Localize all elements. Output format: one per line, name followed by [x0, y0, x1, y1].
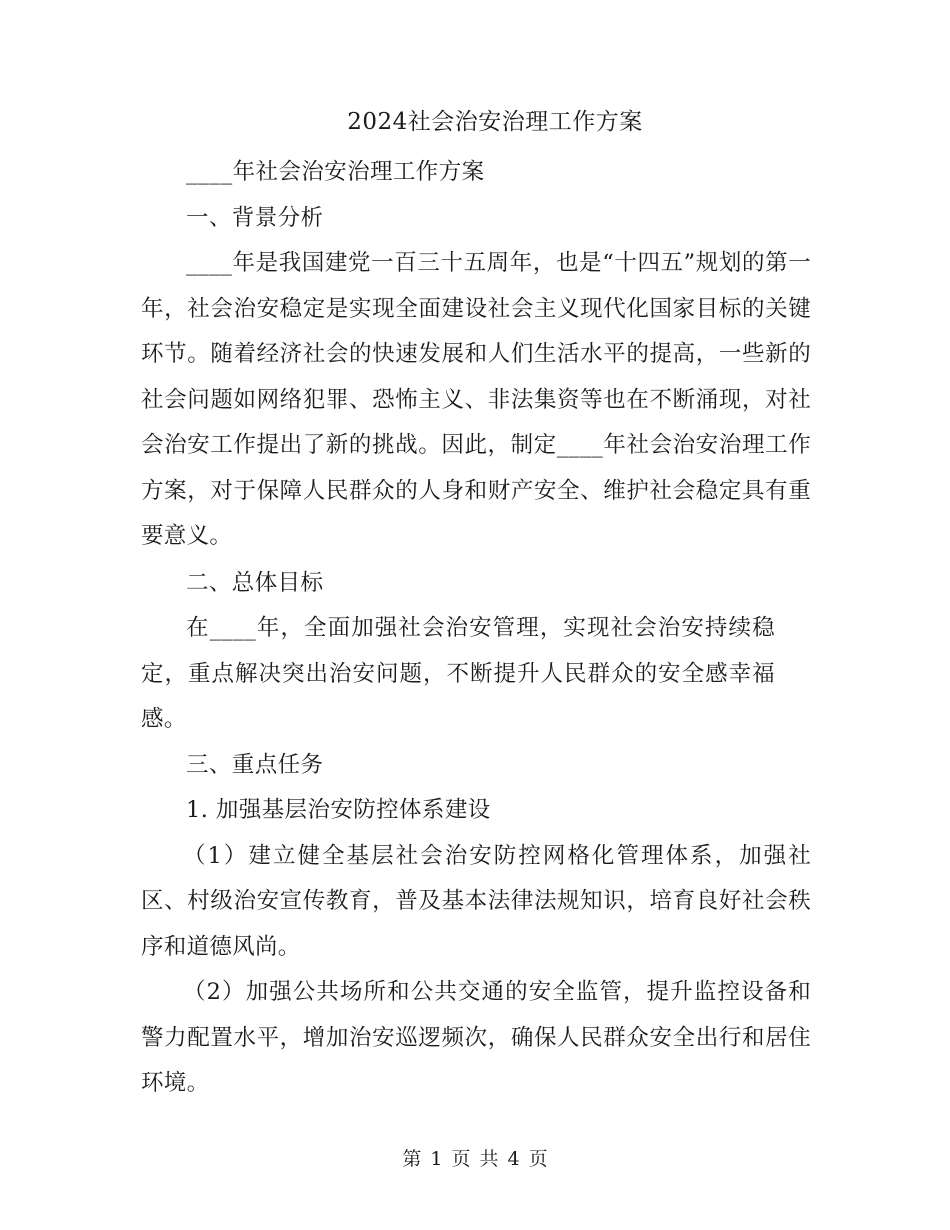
section-heading-background: 一、背景分析: [186, 204, 324, 231]
paragraph-goals: 在____年，全面加强社会治安管理，实现社会治安持续稳定，重点解决突出治安问题，不断提升人民群众的安全感幸福感。: [141, 615, 775, 732]
page-footer: 第 1 页 共 4 页: [402, 1148, 548, 1170]
paragraph-task-1-1: （1）建立健全基层社会治安防控网格化管理体系，加强社区、村级治安宣传教育，普及基本法律法规知识，培育良好社会秩序和道德风尚。: [141, 842, 811, 960]
subheading-task-1: 1. 加强基层治安防控体系建设: [186, 797, 491, 823]
document-title: 2024社会治安治理工作方案: [347, 109, 643, 135]
paragraph-background: ____年是我国建党一百三十五周年，也是“十四五”规划的第一年，社会治安稳定是实现全面建设社会主义现代化国家目标的关键环节。随着经济社会的快速发展和人们生活水平的提高，一些新的社会问题如网络犯罪、恐怖主义、非法集资等也在不断涌现，对社会治安工作提出了新的挑战。因此，制定____年社会治安治理工作方案，对于保障人民群众的人身和财产安全、维护社会稳定具有重要意义。: [141, 250, 811, 549]
paragraph-subtitle: ____年社会治安治理工作方案: [186, 159, 485, 185]
section-heading-goals: 二、总体目标: [186, 569, 324, 596]
document-body: [141, 150, 811, 1107]
section-heading-tasks: 三、重点任务: [186, 751, 324, 778]
paragraph-task-1-2: （2）加强公共场所和公共交通的安全监管，提升监控设备和警力配置水平，增加治安巡逻频次，确保人民群众安全出行和居住环境。: [141, 979, 811, 1096]
